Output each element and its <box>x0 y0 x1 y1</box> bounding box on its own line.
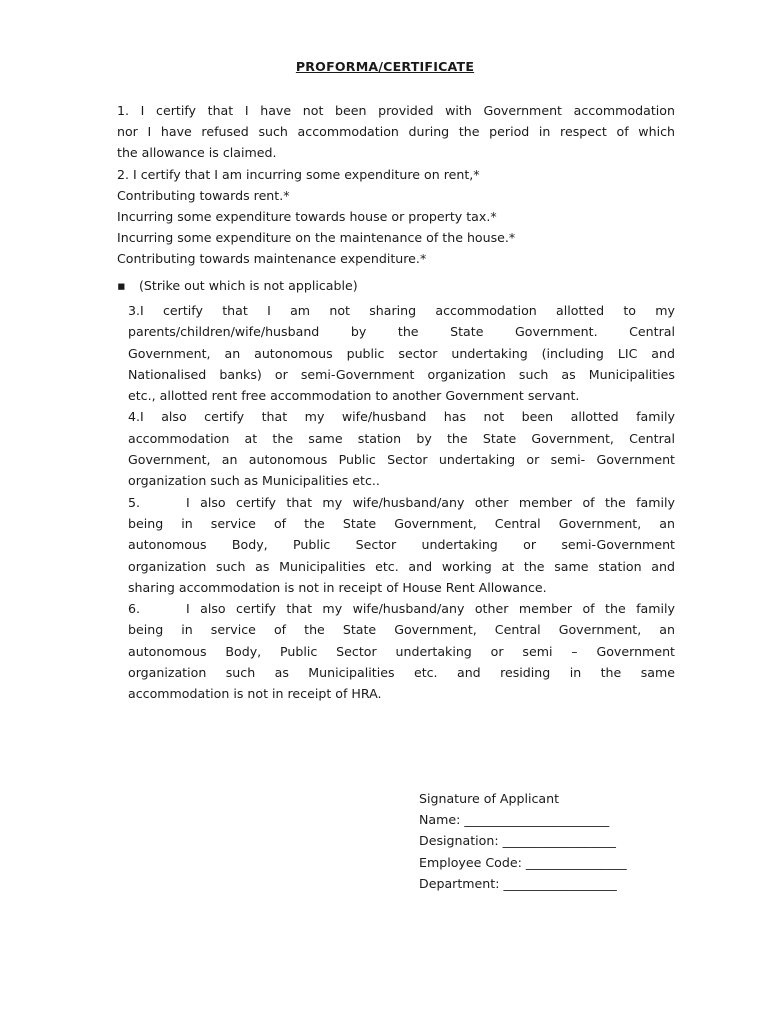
designation-field: Designation: __________________ <box>419 833 616 849</box>
strike-out-note <box>117 275 358 296</box>
option-contributing-rent: Contributing towards rent.* <box>117 187 290 203</box>
item-1-line-2: nor I have refused such accommodation during the period in respect of which <box>117 124 675 140</box>
item-3-line-1: 3.I certify that I am not sharing accommodation allotted to my <box>128 303 675 318</box>
item-1-line-1: 1. I certify that I have not been provided with Government accommodation <box>117 103 675 118</box>
item-6-line-1 <box>128 598 675 619</box>
item-3-line-4: Nationalised banks) or semi-Government organization such as Municipalities <box>128 366 675 382</box>
strike-out-text: (Strike out which is not applicable) <box>139 278 358 293</box>
item-1-line-3: the allowance is claimed. <box>117 145 277 161</box>
option-maintenance: Incurring some expenditure on the maintenance of the house.* <box>117 230 516 246</box>
certificate-section-2 <box>128 300 675 705</box>
name-field: Name: _______________________ <box>419 812 610 828</box>
item-2: 2. I certify that I am incurring some expenditure on rent,* <box>117 166 480 182</box>
item-5-line-1-text: I also certify that my wife/husband/any other member of the family <box>186 494 675 510</box>
item-6-line-2: being in service of the State Government, Central Government, an <box>128 622 675 638</box>
option-maintenance-expenditure: Contributing towards maintenance expenditure.* <box>117 251 427 267</box>
item-5-line-3: autonomous Body, Public Sector undertaking or semi-Government <box>128 537 675 553</box>
signature-block <box>419 788 627 894</box>
item-3-line-5: etc., allotted rent free accommodation to another Government servant. <box>128 388 580 404</box>
item-5-number: 5. <box>128 494 141 510</box>
item-5-line-1 <box>128 492 675 513</box>
item-6-line-3: autonomous Body, Public Sector undertaking or semi – Government <box>128 643 675 659</box>
item-5-line-4: organization such as Municipalities etc. and working at the same station and <box>128 558 675 574</box>
certificate-section-1 <box>117 100 675 270</box>
department-field: Department: __________________ <box>419 875 617 891</box>
item-4-line-2: accommodation at the same station by the State Government, Central <box>128 430 675 446</box>
signature-heading: Signature of Applicant <box>419 791 560 806</box>
item-6-line-1-text: I also certify that my wife/husband/any other member of the family <box>186 601 675 617</box>
item-6-number: 6. <box>128 601 141 617</box>
item-5-line-2: being in service of the State Government, Central Government, an <box>128 515 675 531</box>
item-5-line-5: sharing accommodation is not in receipt of House Rent Allowance. <box>128 579 547 595</box>
page-title: PROFORMA/CERTIFICATE <box>295 59 475 74</box>
bullet-icon: ▪ <box>117 278 126 293</box>
item-4-line-3: Government, an autonomous Public Sector undertaking or semi- Government <box>128 452 675 468</box>
item-3-line-3: Government, an autonomous public sector undertaking (including LIC and <box>128 345 675 361</box>
option-property-tax: Incurring some expenditure towards house or property tax.* <box>117 209 497 225</box>
item-4-line-4: organization such as Municipalities etc.. <box>128 473 380 489</box>
item-3-line-2: parents/children/wife/husband by the State Government. Central <box>128 324 675 340</box>
item-6-line-5: accommodation is not in receipt of HRA. <box>128 686 382 702</box>
item-6-line-4: organization such as Municipalities etc. and residing in the same <box>128 665 675 681</box>
item-4-line-1: 4.I also certify that my wife/husband has not been allotted family <box>128 409 675 425</box>
employee-code-field: Employee Code: ________________ <box>419 854 627 870</box>
